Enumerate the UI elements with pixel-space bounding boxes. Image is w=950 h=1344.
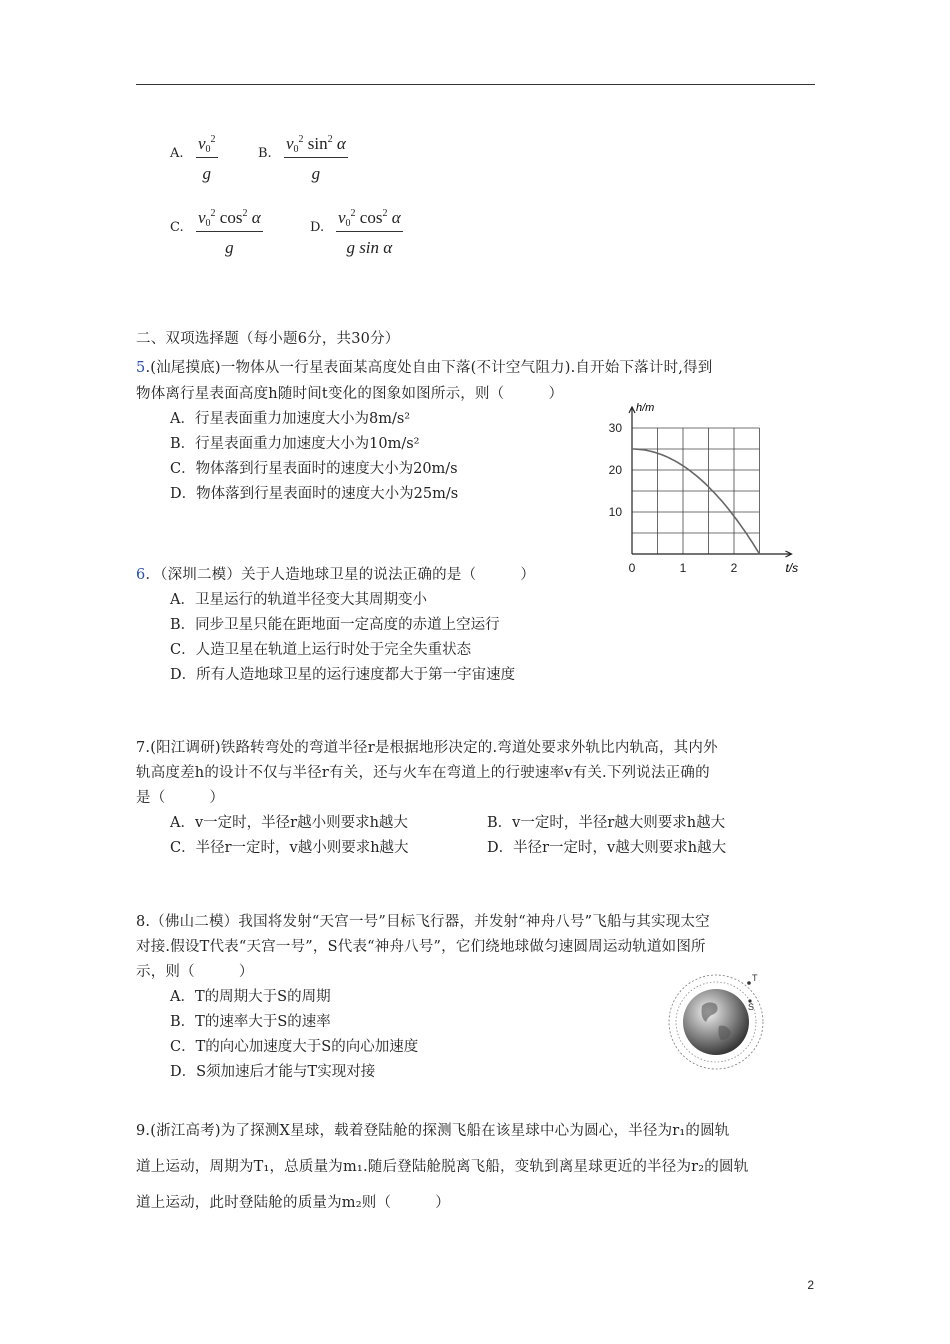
chart-y-tick-label: 10	[608, 505, 622, 519]
q4-option-c-numerator: $v_0^2$ $\cos^2 \alpha$	[196, 208, 263, 232]
q5-option-a: A．行星表面重力加速度大小为8m/s²	[170, 411, 411, 427]
q5-number: 5	[136, 360, 146, 376]
q6-text-1: ．（深圳二模）关于人造地球卫星的说法正确的是（ ）	[145, 567, 536, 583]
q5-option-b: B．行星表面重力加速度大小为10m/s²	[170, 436, 420, 452]
q6-option-a: A．卫星运行的轨道半径变大其周期变小	[170, 592, 427, 608]
q4-option-c-denominator: g	[225, 238, 234, 257]
q8-option-b: B．T的速率大于S的速率	[170, 1014, 331, 1030]
q4-option-d-numerator: $v_0^2$ $\cos^2 \alpha$	[336, 208, 403, 232]
q5-text-1: .(汕尾摸底)一物体从一行星表面某高度处自由下落(不计空气阻力).自开始下落计时,得到	[145, 360, 713, 376]
q4-option-a-fraction	[196, 134, 218, 184]
earth-icon	[683, 989, 749, 1055]
q8-line-3: 示，则（ ）	[136, 964, 254, 980]
chart-y-tick-label: 30	[608, 421, 622, 435]
q6-option-c: C．人造卫星在轨道上运行时处于完全失重状态	[170, 642, 472, 658]
q4-option-b-fraction	[284, 134, 348, 184]
q9-line-2: 道上运动，周期为T₁，总质量为m₁.随后登陆舱脱离飞船，变轨到离星球更近的半径为r₂的圆轨	[136, 1159, 749, 1175]
q7-line-3: 是（ ）	[136, 790, 225, 806]
q8-option-c: C．T的向心加速度大于S的向心加速度	[170, 1039, 419, 1055]
q5-line-1	[136, 356, 713, 377]
q7-option-a: A．v一定时，半径r越小则要求h越大	[170, 815, 408, 831]
chart-x-tick-label: 0	[628, 561, 636, 575]
q7-option-c: C．半径r一定时，v越小则要求h越大	[170, 840, 409, 856]
q4-option-a-letter: A.	[170, 146, 184, 161]
section-title: 二、双项选择题（每小题6分，共30分）	[136, 331, 400, 347]
q8-option-d: D．S须加速后才能与T实现对接	[170, 1064, 376, 1080]
chart-y-tick-label: 20	[608, 463, 622, 477]
q7-line-2: 轨高度差h的设计不仅与半径r有关，还与火车在弯道上的行驶速率v有关.下列说法正确的	[136, 765, 710, 781]
header-rule	[136, 84, 815, 85]
chart-x-tick-label: 2	[730, 561, 738, 575]
q8-line-2: 对接.假设T代表“天宫一号”，S代表“神舟八号”，它们绕地球做匀速圆周运动轨道如图所	[136, 939, 706, 955]
q6-option-d: D．所有人造地球卫星的运行速度都大于第一宇宙速度	[170, 667, 516, 683]
satellite-t-marker	[747, 981, 751, 985]
q4-option-d-denominator: g sin α	[346, 238, 393, 257]
q7-option-d: D．半径r一定时，v越大则要求h越大	[487, 840, 727, 856]
q8-option-a: A．T的周期大于S的周期	[170, 989, 331, 1005]
satellite-s-label: S	[748, 1002, 755, 1012]
chart-x-axis-label: t/s	[785, 561, 799, 575]
q4-option-c-letter: C.	[170, 220, 184, 235]
chart-y-axis-label: h/m	[636, 402, 655, 414]
chart-x-tick-label: 1	[679, 561, 687, 575]
q5-chart	[600, 398, 800, 580]
chart-grid	[632, 428, 760, 554]
q4-option-a-numerator: $v_0^2$	[196, 134, 218, 158]
q4-option-d-letter: D.	[310, 220, 325, 235]
q6-option-b: B．同步卫星只能在距地面一定高度的赤道上空运行	[170, 617, 500, 633]
q7-option-b: B．v一定时，半径r越大则要求h越大	[487, 815, 726, 831]
q4-option-b-letter: B.	[258, 146, 272, 161]
chart-series-line	[632, 449, 760, 554]
q9-line-1: 9.(浙江高考)为了探测X星球，载着登陆舱的探测飞船在该星球中心为圆心，半径为r₁的圆轨	[136, 1123, 730, 1139]
q4-option-a-denominator: g	[202, 164, 212, 183]
page-number: 2	[807, 1278, 814, 1292]
q5-line-2: 物体离行星表面高度h随时间t变化的图象如图所示，则（ ）	[136, 386, 564, 402]
q5-option-c: C．物体落到行星表面时的速度大小为20m/s	[170, 461, 458, 477]
q5-option-d: D．物体落到行星表面时的速度大小为25m/s	[170, 486, 459, 502]
q8-line-1: 8.（佛山二模）我国将发射“天宫一号”目标飞行器，并发射“神舟八号”飞船与其实现太空	[136, 914, 710, 930]
q7-line-1: 7.(阳江调研)铁路转弯处的弯道半径r是根据地形决定的.弯道处要求外轨比内轨高，其内外	[136, 740, 718, 756]
q9-line-3: 道上运动，此时登陆舱的质量为m₂则（ ）	[136, 1195, 450, 1211]
q8-orbit-diagram	[664, 966, 774, 1074]
q6-number: 6	[136, 567, 146, 583]
q4-option-b-denominator: g	[311, 164, 321, 183]
chart-axes	[629, 407, 792, 557]
q6-line-1	[136, 563, 535, 584]
q4-option-d-fraction	[336, 208, 403, 258]
satellite-t-label: T	[752, 973, 758, 983]
q4-option-b-numerator: $v_0^2$ $\sin^2 \alpha$	[284, 134, 348, 158]
q4-option-c-fraction	[196, 208, 263, 258]
